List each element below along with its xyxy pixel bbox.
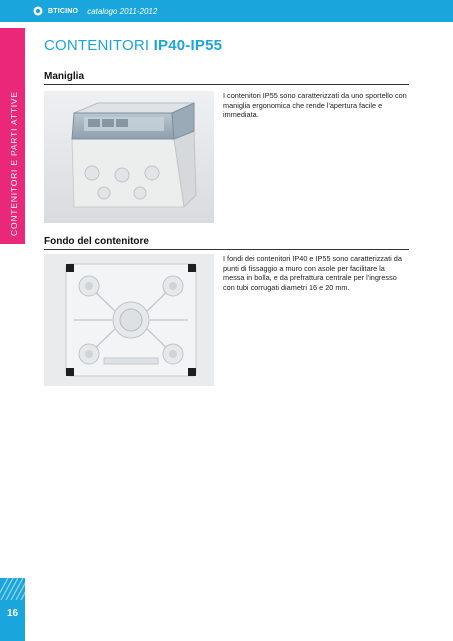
brand-logo-icon [33, 6, 43, 16]
side-tab-label: CONTENITORI E PARTI ATTIVE [9, 91, 19, 236]
section-side-tab [0, 28, 25, 244]
brand-logo [33, 6, 157, 16]
enclosure-base-illustration [44, 254, 214, 386]
page-number-tab [0, 578, 25, 641]
enclosure-handle-illustration [44, 91, 214, 223]
section-divider [44, 249, 409, 250]
decorative-stripes [0, 578, 25, 600]
section-text-fondo: I fondi dei contenitori IP40 e IP55 sono caratterizzati da punti di fissaggio a muro con asole per facilitare la messa in bolla, e da prefrattura centrale per l'ingresso con tubi corrugati diametri 16 e 20 mm. [223, 254, 402, 293]
section-divider [44, 84, 409, 85]
enclosure-base-photo [44, 254, 214, 386]
enclosure-handle-photo [44, 91, 214, 223]
page-title [44, 37, 222, 54]
page-title-light: CONTENITORI [44, 37, 150, 54]
header-bar [0, 0, 453, 22]
section-heading-fondo: Fondo del contenitore [44, 236, 149, 247]
catalog-label: catalogo 2011-2012 [87, 6, 158, 16]
page-title-bold: IP40-IP55 [153, 37, 223, 54]
page-number: 16 [6, 608, 19, 619]
section-text-maniglia: I contenitori IP55 sono caratterizzati da uno sportello con maniglia ergonomica che rende l'apertura facile e immediata. [223, 91, 407, 120]
section-heading-maniglia: Maniglia [44, 71, 85, 82]
brand-name: BTICINO [48, 7, 79, 15]
